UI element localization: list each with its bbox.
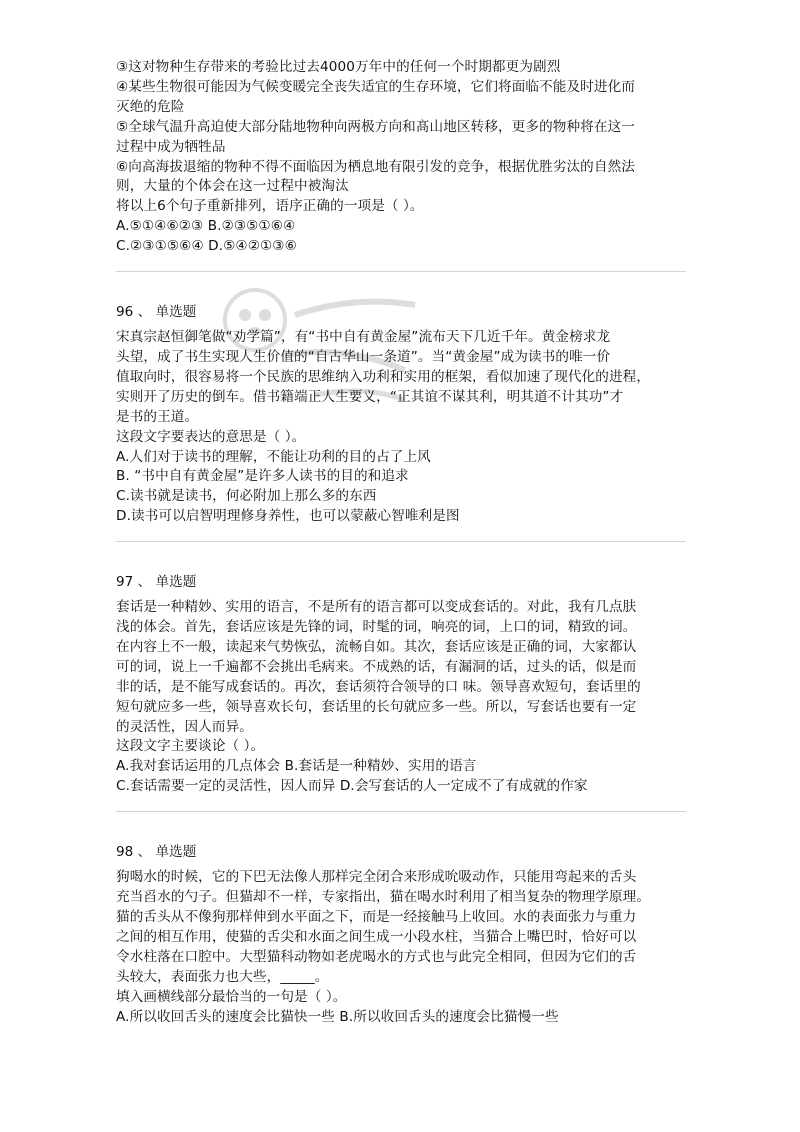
text-line: 值取向时，很容易将一个民族的思维纳入功利和实用的框架，看似加速了现代化的进程， bbox=[116, 368, 651, 385]
question-96 bbox=[116, 302, 686, 527]
answer-options: A.我对套话运用的几点体会 B.套话是一种精妙、实用的语言 bbox=[116, 758, 477, 775]
text-line: 过程中成为牺牲品 bbox=[116, 138, 226, 155]
answer-option: C.读书就是读书，何必附加上那么多的东西 bbox=[116, 488, 377, 505]
text-line: ③这对物种生存带来的考验比过去4000万年中的任何一个时期都更为剧烈 bbox=[116, 59, 561, 75]
text-line: 实则开了历史的倒车。借书籍端正人生要义，“正其谊不谋其利，明其道不计其功”才 bbox=[116, 388, 624, 405]
text-line: 是书的王道。 bbox=[116, 408, 199, 425]
question-prompt: 将以上6个句子重新排列，语序正确的一项是（ ）。 bbox=[116, 198, 424, 215]
question-97 bbox=[116, 572, 686, 797]
answer-options: A.所以收回舌头的速度会比猫快一些 B.所以收回舌头的速度会比猫慢一些 bbox=[116, 1008, 559, 1025]
answer-options: C.②③①⑤⑥④ D.⑤④②①③⑥ bbox=[116, 238, 297, 255]
text-line: 套话是一种精妙、实用的语言，不是所有的语言都可以变成套话的。对此，我有几点肤 bbox=[116, 599, 637, 616]
answer-option: A.人们对于读书的理解，不能让功利的目的占了上风 bbox=[116, 448, 431, 465]
answer-option: B. “书中自有黄金屋”是许多人读书的目的和追求 bbox=[116, 468, 409, 485]
question-prompt: 填入画横线部分最恰当的一句是（ ）。 bbox=[116, 988, 347, 1005]
text-line: ⑥向高海拔退缩的物种不得不面临因为栖息地有限引发的竞争，根据优胜劣汰的自然法 bbox=[116, 158, 635, 175]
text-line: ④某些生物很可能因为气候变暖完全丧失适宜的生存环境，它们将面临不能及时进化而 bbox=[116, 78, 635, 95]
text-line: 浅的体会。首先，套话应该是先锋的词，时髦的词，响亮的词，上口的词，精致的词。 bbox=[116, 619, 637, 636]
question-prompt: 这段文字主要谈论（ ）。 bbox=[116, 738, 265, 755]
question-header: 97 、 单选题 bbox=[116, 574, 197, 591]
question-header: 96 、 单选题 bbox=[116, 304, 197, 321]
question-98 bbox=[116, 842, 686, 1027]
exam-page bbox=[116, 58, 686, 1027]
text-line: 之间的相互作用，使猫的舌尖和水面之间生成一小段水柱，当猫合上嘴巴时，恰好可以 bbox=[116, 928, 637, 945]
text-line: 短句就应多一些，领导喜欢长句，套话里的长句就应多一些。所以，写套话也要有一定 bbox=[116, 698, 637, 715]
text-line: 宋真宗赵恒御笔做“劝学篇”，有“书中自有黄金屋”流布天下几近千年。黄金榜求龙 bbox=[116, 329, 611, 346]
text-line: 头较大，表面张力也大些，_____。 bbox=[116, 968, 329, 985]
text-line: 在内容上不一般，读起来气势恢弘，流畅自如。其次，套话应该是正确的词，大家都认 bbox=[116, 638, 637, 655]
text-line: 的灵活性，因人而异。 bbox=[116, 718, 253, 735]
text-line: 狗喝水的时候，它的下巴无法像人那样完全闭合来形成吮吸动作，只能用弯起来的舌头 bbox=[116, 869, 637, 886]
text-line: 非的话，是不能写成套话的。再次，套话须符合领导的口 味。领导喜欢短句，套话里的 bbox=[116, 678, 641, 695]
text-line: 则，大量的个体会在这一过程中被淘汰 bbox=[116, 178, 349, 195]
answer-options: A.⑤①④⑥②③ B.②③⑤①⑥④ bbox=[116, 218, 296, 235]
text-line: 充当舀水的勺子。但猫却不一样，专家指出，猫在喝水时利用了相当复杂的物理学原理。 bbox=[116, 889, 651, 906]
question-header: 98 、 单选题 bbox=[116, 844, 197, 861]
text-line: 可的词，说上一千遍都不会挑出毛病来。不成熟的话，有漏洞的话，过头的话，似是而 bbox=[116, 658, 637, 675]
text-line: 猫的舌头从不像狗那样伸到水平面之下，而是一经接触马上收回。水的表面张力与重力 bbox=[116, 909, 637, 925]
text-line: 令水柱落在口腔中。大型猫科动物如老虎喝水的方式也与此完全相同，但因为它们的舌 bbox=[116, 948, 637, 965]
text-line: 头望，成了书生实现人生价值的“自古华山一条道”。当“黄金屋”成为读书的唯一价 bbox=[116, 348, 611, 365]
text-line: ⑤全球气温升高迫使大部分陆地物种向两极方向和髙山地区转移，更多的物种将在这一 bbox=[116, 118, 635, 135]
answer-options: C.套话需要一定的灵活性，因人而异 D.会写套话的人一定成不了有成就的作家 bbox=[116, 778, 588, 795]
text-line: 灭绝的危险 bbox=[116, 98, 185, 115]
question-95-tail bbox=[116, 58, 686, 257]
answer-option: D.读书可以启智明理修身养性，也可以蒙蔽心智唯利是图 bbox=[116, 508, 460, 525]
question-prompt: 这段文字要表达的意思是（ ）。 bbox=[116, 428, 306, 445]
